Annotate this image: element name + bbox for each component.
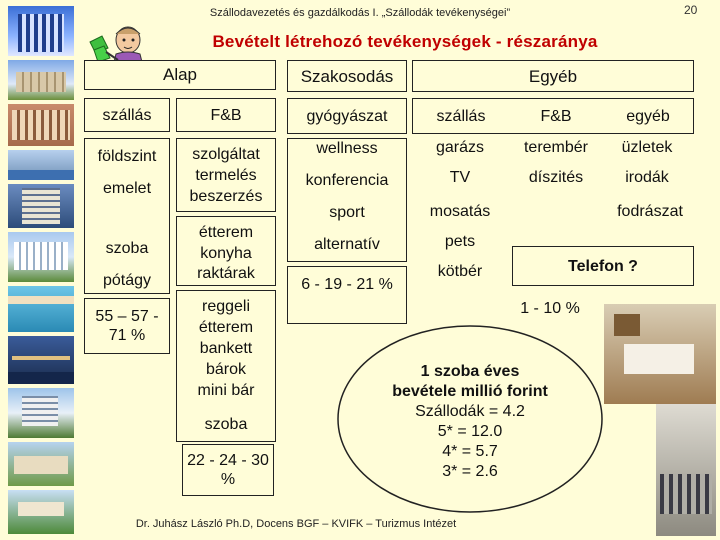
hotel-photo: [8, 388, 74, 438]
alap-fb-percent-value: 22 - 24 - 30 %: [187, 452, 269, 488]
oval-line: 5* = 12.0: [437, 423, 503, 440]
castle-photo: [8, 442, 74, 486]
list-item: garázs: [435, 139, 485, 156]
list-item: mini bár: [197, 382, 255, 399]
column-header-egyeb: [412, 60, 694, 92]
list-item: étterem: [198, 224, 254, 241]
bridge-photo: [8, 336, 74, 384]
column-header-alap: [84, 60, 276, 90]
hotel-photo: [8, 60, 74, 100]
alap-fb-block2: [176, 216, 276, 286]
oval-line: 4* = 5.7: [442, 443, 498, 460]
column-header-alap-label: Alap: [162, 65, 198, 84]
conference-room-photo: [656, 404, 716, 536]
alap-szallas-percent-value: 55 – 57 - 71 %: [95, 308, 159, 344]
page-number: 20: [684, 3, 698, 17]
course-header: Szállodavezetés és gazdálkodás I. „Szállodák tevékenységei”: [209, 7, 511, 19]
alap-fb-percent: [182, 444, 274, 496]
oval-line: Szállodák = 4.2: [415, 403, 525, 420]
column-header-szakosodas: [287, 60, 407, 92]
list-item: emelet: [102, 180, 152, 197]
list-item: alternatív: [314, 236, 380, 253]
szakosodas-percent: [287, 266, 407, 324]
hotel-photo: [8, 232, 74, 282]
left-photo-strip: [8, 6, 74, 534]
list-item: konyha: [200, 245, 252, 262]
list-item: díszités: [528, 169, 584, 186]
list-item: konferencia: [305, 172, 389, 189]
szakosodas-items: [287, 138, 407, 262]
list-item: reggeli: [201, 298, 251, 315]
szakosodas-header-label: gyógyászat: [306, 108, 388, 125]
alap-szallas-items: [84, 138, 170, 294]
alap-szallas-percent: [84, 298, 170, 354]
list-item: fodrászat: [617, 203, 683, 220]
list-item: sport: [329, 204, 365, 221]
list-item: földszint: [97, 148, 157, 165]
list-item: bárok: [205, 361, 247, 378]
oval-line: 3* = 2.6: [442, 463, 498, 480]
revenue-oval-text: [346, 362, 594, 482]
list-item: kötbér: [437, 263, 483, 280]
telefon-box: [512, 246, 694, 286]
list-item: szolgáltat: [192, 146, 260, 163]
alap-szallas-header-label: szállás: [102, 107, 152, 124]
room-photo: [604, 304, 716, 404]
list-item: étterem: [198, 319, 254, 336]
list-item: bankett: [199, 340, 253, 357]
list-item: pets: [444, 233, 476, 250]
column-header-egyeb-label: Egyéb: [528, 67, 578, 86]
hotel-photo: [8, 150, 74, 180]
szakosodas-percent-value: 6 - 19 - 21 %: [301, 276, 393, 293]
alap-szallas-header: [84, 98, 170, 132]
list-item: termelés: [195, 167, 257, 184]
slide-title: Bevételt létrehozó tevékenységek - részaránya: [212, 32, 598, 51]
alap-fb-header: [176, 98, 276, 132]
list-item: pótágy: [102, 272, 152, 289]
list-item: irodák: [625, 169, 669, 186]
szakosodas-header: [287, 98, 407, 134]
list-item: szoba: [105, 240, 149, 257]
egyeb-headers: [412, 98, 694, 134]
garden-photo: [8, 490, 74, 534]
telefon-label: Telefon ?: [568, 258, 638, 275]
egyeb-header-szallas: szállás: [436, 108, 486, 125]
hotel-photo: [8, 6, 74, 56]
hotel-photo: [8, 104, 74, 146]
column-header-szakosodas-label: Szakosodás: [300, 67, 394, 86]
list-item: wellness: [316, 140, 378, 157]
egyeb-percent: 1 - 10 %: [520, 300, 580, 317]
list-item: üzletek: [621, 139, 673, 156]
alap-fb-header-label: F&B: [210, 107, 242, 124]
footer-author: Dr. Juhász László Ph.D, Docens BGF – KVIFK – Turizmus Intézet: [135, 518, 457, 530]
egyeb-header-egyeb: egyéb: [626, 108, 670, 125]
list-item: TV: [449, 169, 471, 186]
oval-line: 1 szoba éves: [420, 363, 520, 380]
hotel-photo: [8, 184, 74, 228]
list-item: terembér: [523, 139, 589, 156]
list-item: mosatás: [429, 203, 491, 220]
alap-fb-block1: [176, 138, 276, 212]
pool-photo: [8, 286, 74, 332]
alap-fb-block3: [176, 290, 276, 442]
oval-line: bevétele millió forint: [392, 383, 548, 400]
list-item: beszerzés: [189, 188, 263, 205]
egyeb-header-fb: F&B: [540, 108, 572, 125]
list-item: szoba: [204, 416, 248, 433]
list-item: raktárak: [197, 265, 255, 282]
